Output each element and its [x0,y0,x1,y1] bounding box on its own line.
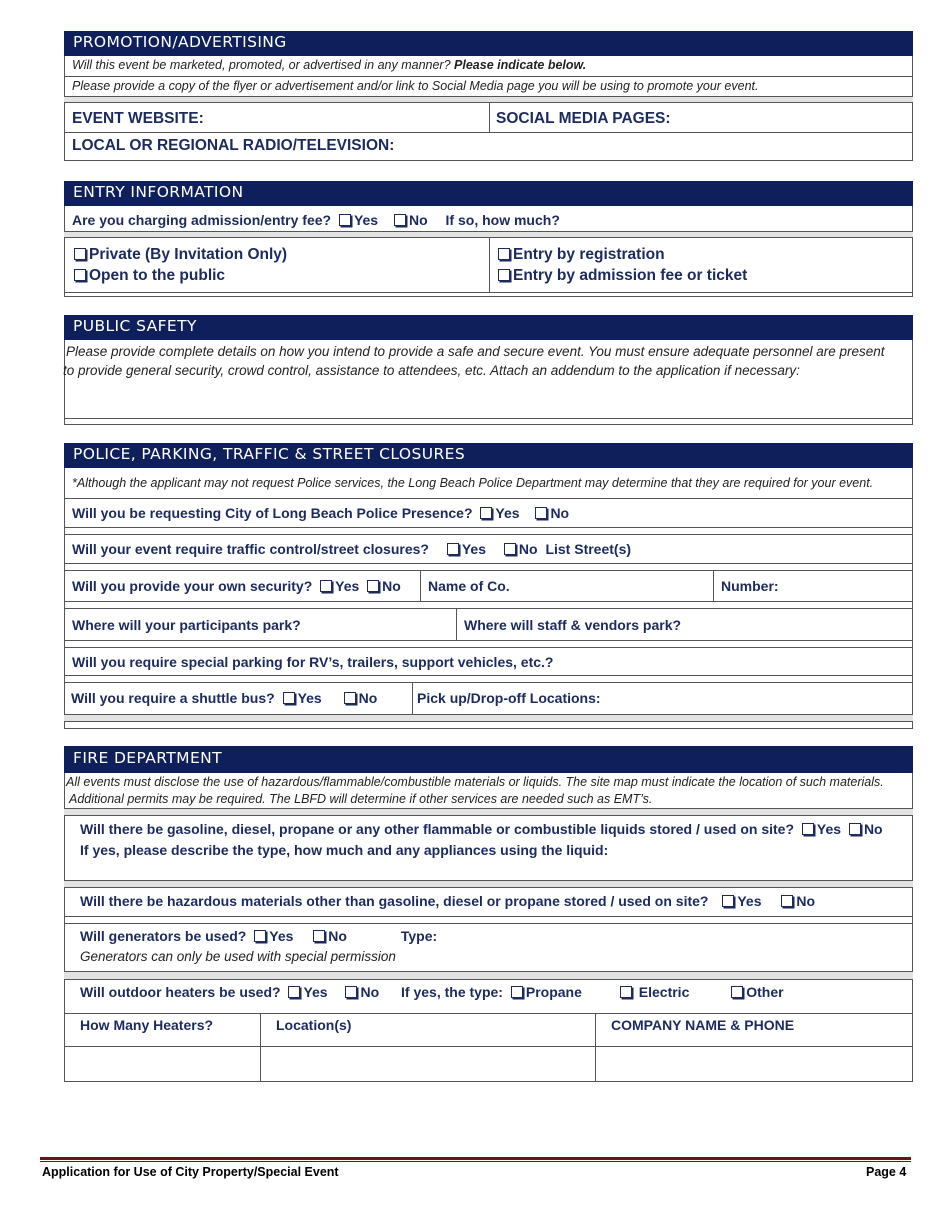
radio-tv-field[interactable]: LOCAL OR REGIONAL RADIO/TELEVISION: [72,137,395,154]
electric-checkbox[interactable] [620,986,632,998]
admission-question-text: Are you charging admission/entry fee? [72,212,332,228]
hazmat-no-label: No [796,893,816,909]
hazmat-yes-checkbox[interactable] [722,895,734,907]
flammable-yes-checkbox[interactable] [802,823,814,835]
divider [64,292,913,293]
generators-question [80,928,437,944]
security-yes-checkbox[interactable] [320,580,332,592]
promotion-question-bold: Please indicate below. [454,58,587,72]
divider [64,682,913,683]
generators-no-checkbox[interactable] [313,930,325,942]
divider-bar [64,714,913,722]
security-number-field[interactable]: Number: [721,578,779,594]
flammable-question-text: Will there be gasoline, diesel, propane or any other flammable or combustible liquids stored / used on site? [80,821,795,837]
security-no-label: No [382,578,401,594]
heater-location-header: Location(s) [276,1017,352,1033]
entry-header: ENTRY INFORMATION [64,181,913,206]
registration-option[interactable] [496,246,665,264]
promotion-question [72,58,586,72]
divider [64,1013,913,1014]
traffic-no-label: No [518,541,538,557]
safety-instructions-line1: Please provide complete details on how you intend to provide a safe and secure event. You must ensure adequate personnel are present [66,344,885,359]
divider [64,608,913,609]
security-company-field[interactable]: Name of Co. [428,578,510,594]
hazmat-question-text: Will there be hazardous materials other than gasoline, diesel or propane stored / used on site? [80,893,709,909]
electric-label: Electric [638,984,690,1000]
shuttle-yes-checkbox[interactable] [283,692,295,704]
police-note: *Although the applicant may not request Police services, the Long Beach Police Department may determine that they are required for your event. [72,476,874,490]
traffic-no-checkbox[interactable] [504,543,516,555]
flammable-no-checkbox[interactable] [849,823,861,835]
staff-park-field[interactable]: Where will staff & vendors park? [464,617,682,633]
propane-checkbox[interactable] [511,986,523,998]
heater-type-label: If yes, the type: [401,984,503,1000]
divider-bar [64,808,913,816]
private-checkbox[interactable] [74,248,86,260]
flammable-yes-label: Yes [816,821,842,837]
open-checkbox[interactable] [74,269,86,281]
open-option[interactable] [72,267,225,285]
social-media-field[interactable]: SOCIAL MEDIA PAGES: [496,110,671,127]
heater-count-header: How Many Heaters? [80,1017,214,1033]
pickup-locations-field[interactable]: Pick up/Drop-off Locations: [417,690,601,706]
divider [456,608,457,640]
fire-note-line2: Additional permits may be required. The LBFD will determine if other services are needed such as EMT’s. [66,792,653,806]
traffic-yes-label: Yes [461,541,486,557]
admission-amount-label[interactable]: If so, how much? [445,212,560,228]
heater-company-input[interactable] [596,1047,912,1080]
fire-header: FIRE DEPARTMENT [64,746,913,773]
admission-question [72,212,560,228]
hazmat-question [80,893,815,909]
divider [64,675,913,676]
heaters-yes-checkbox[interactable] [288,986,300,998]
traffic-yes-checkbox[interactable] [447,543,459,555]
generators-question-text: Will generators be used? [80,928,247,944]
divider [64,498,913,499]
traffic-question [72,541,631,557]
divider [64,923,913,924]
police-presence-text: Will you be requesting City of Long Beach Police Presence? [72,505,473,521]
divider-bar [64,971,913,980]
security-question-text: Will you provide your own security? [72,578,313,594]
page-number: Page 4 [866,1165,907,1179]
heaters-yes-label: Yes [303,984,328,1000]
police-header: POLICE, PARKING, TRAFFIC & STREET CLOSURES [64,443,913,468]
fee-checkbox[interactable] [498,269,510,281]
divider [64,418,913,419]
private-label: Private (By Invitation Only) [89,246,288,263]
generators-type-field[interactable]: Type: [400,928,438,944]
divider [489,238,490,292]
admission-yes-checkbox[interactable] [339,214,351,226]
shuttle-question-text: Will you require a shuttle bus? [71,690,275,706]
divider [64,534,913,535]
admission-no-label: No [408,212,428,228]
fire-note-line1: All events must disclose the use of hazardous/flammable/combustible materials or liquids. The site map must indicate the location of such materials. [66,775,884,789]
open-label: Open to the public [89,267,226,284]
fee-option[interactable] [496,267,747,285]
promotion-question-text: Will this event be marketed, promoted, or advertised in any manner? [72,58,451,72]
police-presence-no-checkbox[interactable] [535,507,547,519]
police-presence-no-label: No [550,505,570,521]
generators-note: Generators can only be used with special permission [80,949,396,964]
safety-instructions-line2: to provide general security, crowd control, assistance to attendees, etc. Attach an addendum to the application if necessary: [63,363,800,378]
divider [713,570,714,601]
registration-checkbox[interactable] [498,248,510,260]
registration-label: Entry by registration [513,246,665,263]
private-option[interactable] [72,246,287,264]
generators-no-label: No [328,928,347,944]
shuttle-no-checkbox[interactable] [344,692,356,704]
other-label: Other [746,984,784,1000]
hazmat-no-checkbox[interactable] [781,895,793,907]
police-presence-yes-checkbox[interactable] [480,507,492,519]
participants-park-field[interactable]: Where will your participants park? [72,617,301,633]
divider [420,570,421,601]
security-yes-label: Yes [335,578,360,594]
traffic-question-text: Will your event require traffic control/street closures? [72,541,429,557]
other-checkbox[interactable] [731,986,743,998]
divider [64,570,913,571]
flammable-no-label: No [863,821,883,837]
heater-company-header: COMPANY NAME & PHONE [611,1017,795,1033]
divider [64,916,913,917]
flammable-question [80,821,883,837]
shuttle-question [71,690,377,706]
propane-label: Propane [525,984,582,1000]
divider [64,527,913,528]
event-website-field[interactable]: EVENT WEBSITE: [72,110,204,127]
divider [64,640,913,641]
shuttle-no-label: No [358,690,378,706]
divider [64,76,913,77]
special-parking-field[interactable]: Will you require special parking for RV’s, trailers, support vehicles, etc.? [72,654,554,670]
security-question [72,578,401,594]
list-street-field[interactable]: List Street(s) [545,541,632,557]
admission-yes-label: Yes [353,212,379,228]
generators-yes-label: Yes [269,928,294,944]
fee-label: Entry by admission fee or ticket [513,267,748,284]
heaters-question-text: Will outdoor heaters be used? [80,984,281,1000]
footer-title: Application for Use of City Property/Special Event [42,1165,339,1179]
divider-bar [64,231,913,238]
heater-location-input[interactable] [261,1047,595,1080]
divider-bar [64,96,913,103]
divider [64,647,913,648]
generators-yes-checkbox[interactable] [254,930,266,942]
divider-bar [64,880,913,888]
promotion-header: PROMOTION/ADVERTISING [64,31,913,56]
footer-rule [40,1157,911,1160]
divider [64,132,913,133]
hazmat-yes-label: Yes [737,893,762,909]
safety-header: PUBLIC SAFETY [64,315,913,340]
heaters-question [80,984,784,1000]
police-presence-question [72,505,569,521]
heaters-no-label: No [360,984,380,1000]
heaters-no-checkbox[interactable] [345,986,357,998]
security-no-checkbox[interactable] [367,580,379,592]
police-presence-yes-label: Yes [495,505,520,521]
promotion-flyer-note: Please provide a copy of the flyer or advertisement and/or link to Social Media page you will be using to promote your event. [72,79,759,93]
divider [412,682,413,714]
divider [64,563,913,564]
shuttle-yes-label: Yes [297,690,322,706]
footer-rule-thin [40,1161,911,1162]
admission-no-checkbox[interactable] [394,214,406,226]
flammable-description-field[interactable]: If yes, please describe the type, how much and any appliances using the liquid: [80,842,609,858]
divider [64,601,913,602]
heater-count-input[interactable] [65,1047,260,1080]
divider [489,103,490,132]
